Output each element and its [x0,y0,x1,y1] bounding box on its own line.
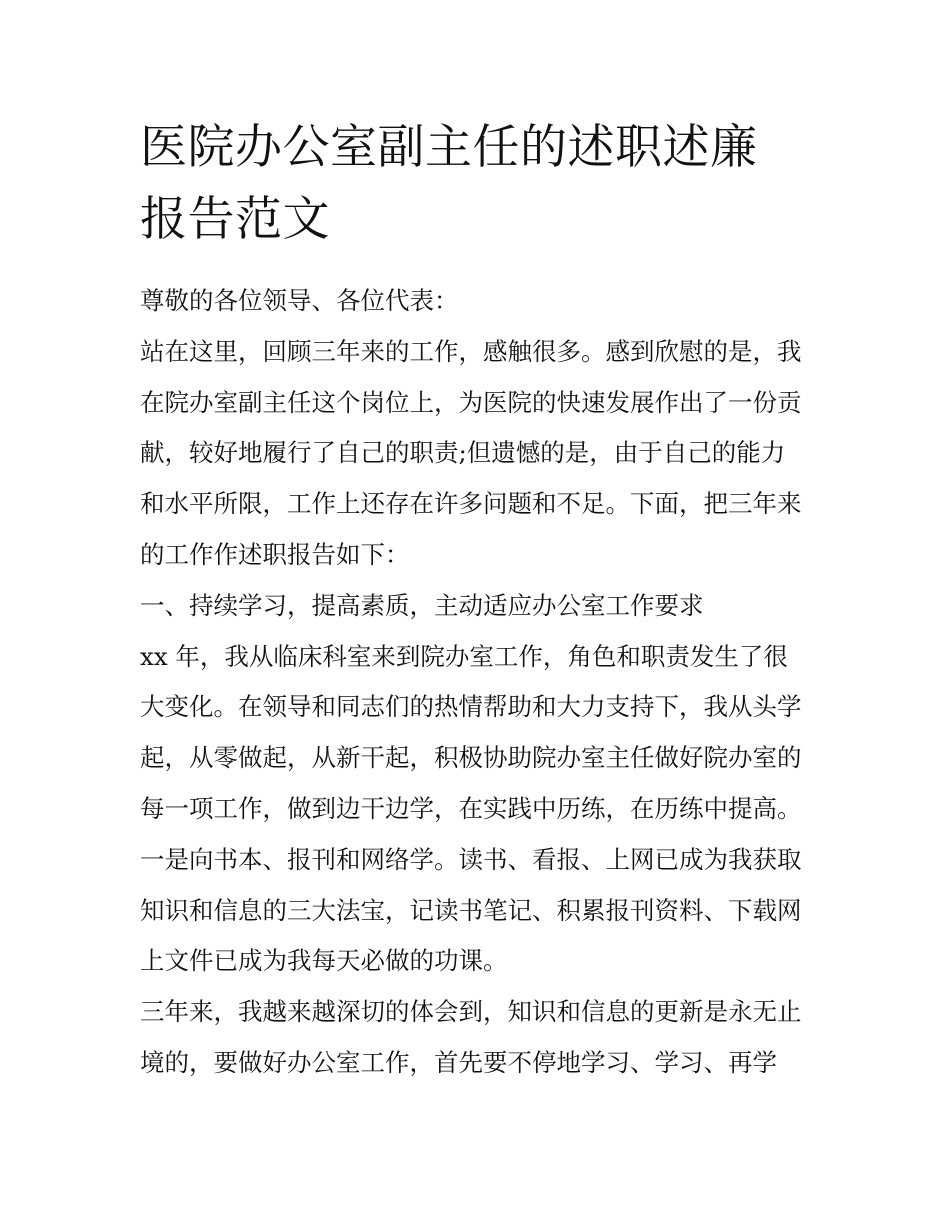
body-line: 的工作作述职报告如下： [140,539,410,569]
document-content [140,112,820,1089]
body-line: 献，较好地履行了自己的职责;但遗憾的是，由于自己的能力 [140,438,786,468]
body-line: 和水平所限，工作上还存在许多问题和不足。下面，把三年来 [140,489,802,519]
body-line: 上文件已成为我每天必做的功课。 [140,946,508,976]
salutation-line: 尊敬的各位领导、各位代表： [140,286,459,315]
body-line: 每一项工作，做到边干边学，在实践中历练，在历练中提高。 [140,793,802,823]
body-line: 大变化。在领导和同志们的热情帮助和大力支持下，我从头学 [140,692,802,722]
document-body [140,276,820,1089]
section-heading: 一、持续学习，提高素质，主动适应办公室工作要求 [140,590,704,620]
title-line: 报告范文 [140,192,330,247]
title-line: 医院办公室副主任的述职述廉 [140,120,758,175]
body-line: 在院办室副主任这个岗位上，为医院的快速发展作出了一份贡 [140,387,802,417]
body-line: 三年来，我越来越深切的体会到，知识和信息的更新是永无止 [140,997,802,1027]
body-line: 起，从零做起，从新干起，积极协助院办室主任做好院办室的 [140,743,802,773]
body-line: xx 年，我从临床科室来到院办室工作，角色和职责发生了很 [140,641,788,671]
body-line: 站在这里，回顾三年来的工作，感触很多。感到欣慰的是，我 [140,336,802,366]
document-title [140,112,820,256]
body-line: 知识和信息的三大法宝，记读书笔记、积累报刊资料、下载网 [140,895,802,925]
body-line: 一是向书本、报刊和网络学。读书、看报、上网已成为我获取 [140,844,802,874]
body-line: 境的，要做好办公室工作，首先要不停地学习、学习、再学 [140,1047,777,1077]
